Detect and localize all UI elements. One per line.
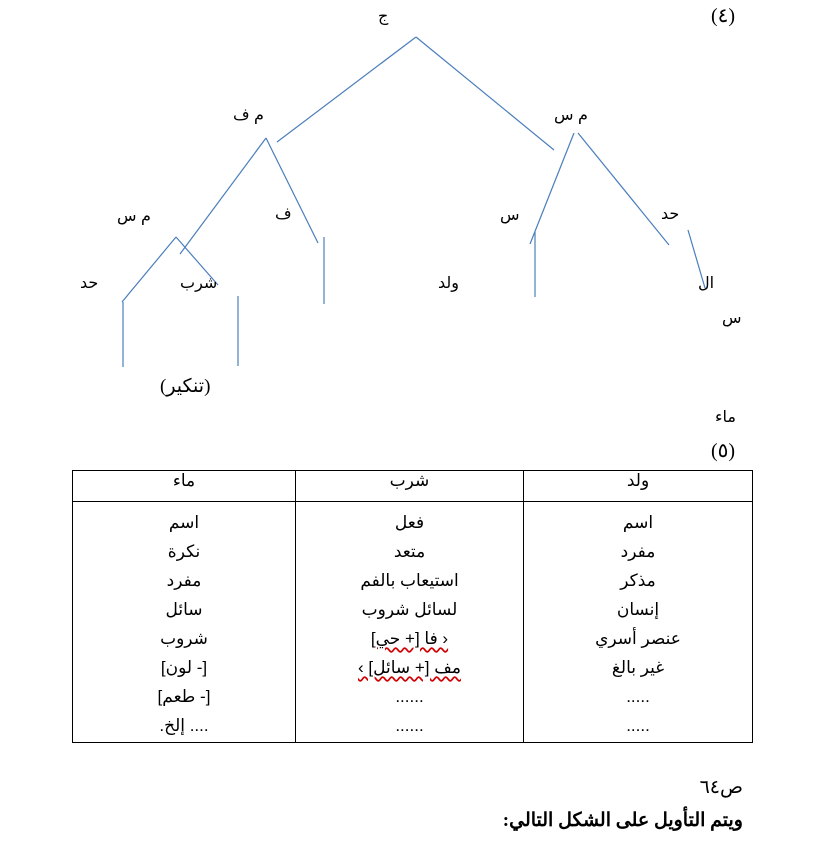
feature-cell: غير بالغ	[611, 658, 665, 677]
node-verb: ف	[275, 206, 292, 223]
feature-cell: استيعاب بالفم	[360, 571, 459, 590]
feature-cell: [- لون]	[160, 658, 208, 677]
page-reference: ص٦٤	[699, 777, 743, 798]
column-shariba-features	[296, 502, 524, 743]
feature-cell: إنسان	[616, 600, 660, 619]
feature-cell: شروب	[160, 629, 208, 648]
feature-cell: اسم	[622, 513, 654, 532]
edge-vp-np	[180, 138, 266, 254]
feature-cell: فعل	[394, 513, 425, 532]
feature-cell: نكرة	[167, 542, 201, 561]
edge-np-det	[578, 133, 669, 245]
feature-cell: .....	[626, 687, 650, 706]
node-determiner-subject: حد	[661, 206, 680, 223]
feature-cell: ‹ فا [+ حي]	[370, 629, 449, 648]
feature-cell: عنصر أسري	[595, 629, 681, 648]
edge-vp-v	[266, 138, 318, 243]
feature-cell: [- طعم]	[157, 687, 211, 706]
node-sentence: ج	[378, 8, 389, 25]
feature-cell: متعد	[393, 542, 426, 561]
node-noun-subject: س	[500, 207, 520, 224]
feature-cell: مفرد	[166, 571, 202, 590]
feature-cell: اسم	[168, 513, 200, 532]
interpretation-sentence: ويتم التأويل على الشكل التالي:	[502, 810, 743, 831]
header-maa: ماء	[73, 471, 296, 502]
feature-cell: مذكر	[620, 571, 656, 590]
node-verb-phrase: م ف	[233, 107, 264, 124]
word-determiner: ال	[698, 275, 715, 292]
feature-cell: مف [+ سائل] ›	[358, 658, 461, 677]
column-maa-features	[73, 502, 296, 743]
word-object: ماء	[715, 409, 736, 426]
feature-cell: ......	[395, 687, 424, 706]
word-subject: ولد	[438, 275, 459, 292]
node-determiner-object: حد	[80, 275, 99, 292]
example-4-number: (٤)	[711, 5, 736, 27]
edge-root-vp	[277, 37, 416, 142]
header-walad: ولد	[524, 471, 753, 502]
table-header-row	[73, 471, 753, 502]
feature-cell: .....	[626, 716, 650, 735]
feature-cell: لسائل شروب	[361, 600, 458, 619]
feature-table	[72, 470, 753, 743]
feature-cell: مفرد	[620, 542, 656, 561]
edge-root-np	[416, 37, 554, 150]
node-noun-object: س	[722, 310, 742, 327]
column-walad-features	[524, 502, 753, 743]
header-shariba: شرب	[296, 471, 524, 502]
feature-cell: ......	[395, 716, 424, 735]
example-5-number: (٥)	[711, 440, 736, 462]
edge-np-n	[530, 133, 574, 244]
feature-cell: سائل	[165, 600, 203, 619]
node-noun-phrase-object: م س	[117, 208, 151, 225]
word-verb: شرب	[180, 275, 218, 292]
edge-np2-det	[122, 237, 176, 302]
table-row	[73, 502, 753, 743]
node-noun-phrase-subject: م س	[554, 107, 588, 124]
feature-cell: .... إلخ.	[159, 716, 209, 735]
indefinite-note: (تنكير)	[160, 376, 211, 397]
